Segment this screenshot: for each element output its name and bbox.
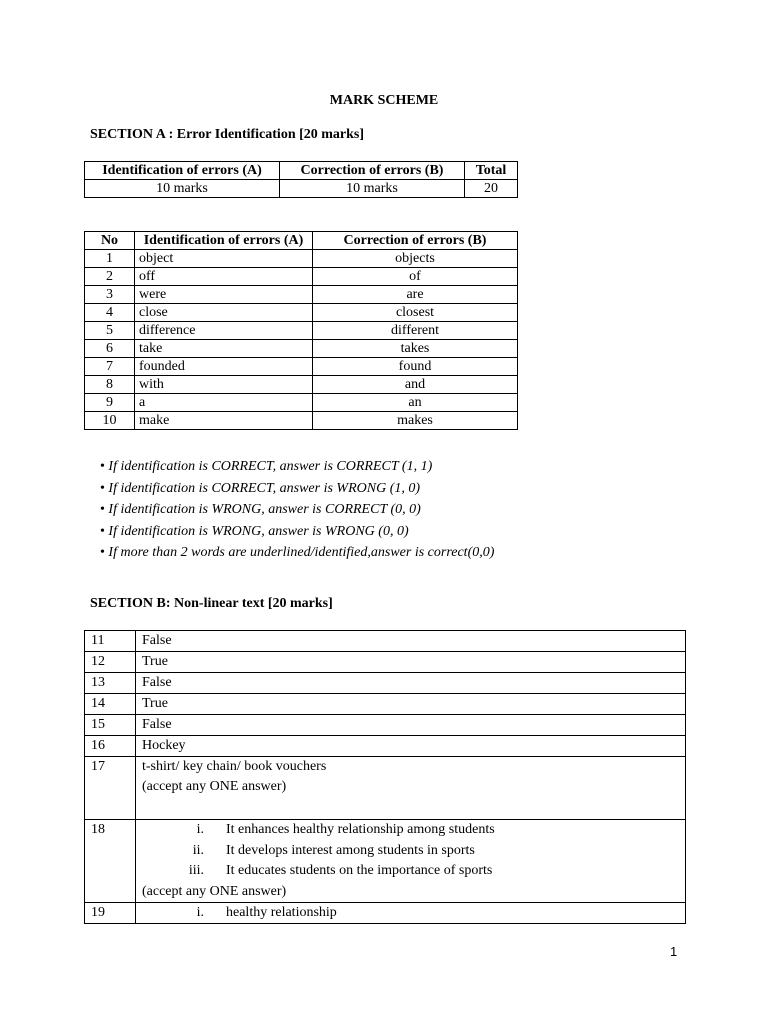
table-row — [85, 715, 686, 736]
rule-item: • If more than 2 words are underlined/identified,answer is correct(0,0) — [100, 545, 495, 560]
correction: objects — [313, 250, 518, 268]
question-number: 4 — [85, 304, 135, 322]
question-number: 10 — [85, 412, 135, 430]
identified-error: difference — [135, 322, 313, 340]
table-row — [85, 694, 686, 715]
answer-cell: True — [136, 652, 686, 673]
question-number: 2 — [85, 268, 135, 286]
rule-item: • If identification is WRONG, answer is WRONG (0, 0) — [100, 523, 409, 539]
question-number: 17 — [85, 757, 136, 820]
question-number: 1 — [85, 250, 135, 268]
correction: different — [313, 322, 518, 340]
answers-header-b: Correction of errors (B) — [313, 232, 518, 250]
answer-cell — [136, 757, 686, 820]
answer-option: i. healthy relationship — [196, 904, 337, 920]
table-row — [85, 820, 686, 903]
correction: takes — [313, 340, 518, 358]
question-number: 7 — [85, 358, 135, 376]
answer-cell: False — [136, 715, 686, 736]
summary-header-total: Total — [465, 162, 518, 180]
answer-text: t-shirt/ key chain/ book vouchers — [142, 759, 327, 774]
table-row — [85, 268, 518, 286]
summary-header-a: Identification of errors (A) — [85, 162, 280, 180]
question-number: 19 — [85, 902, 136, 924]
identified-error: with — [135, 376, 313, 394]
table-row — [85, 394, 518, 412]
table-row — [85, 736, 686, 757]
section-a-summary-table — [84, 161, 518, 198]
identified-error: a — [135, 394, 313, 412]
question-number: 5 — [85, 322, 135, 340]
question-number: 9 — [85, 394, 135, 412]
answer-cell: True — [136, 694, 686, 715]
identified-error: founded — [135, 358, 313, 376]
section-a-answers-table — [84, 231, 518, 430]
correction: closest — [313, 304, 518, 322]
question-number: 14 — [85, 694, 136, 715]
page-number: 1 — [670, 944, 678, 959]
answer-option: ii. It develops interest among students in sports — [192, 842, 475, 858]
rule-item: • If identification is CORRECT, answer is CORRECT (1, 1) — [100, 459, 433, 474]
answer-option: iii. It educates students on the importance of sports — [188, 863, 493, 878]
question-number: 16 — [85, 736, 136, 757]
identified-error: make — [135, 412, 313, 430]
table-row — [85, 358, 518, 376]
identified-error: object — [135, 250, 313, 268]
identified-error: close — [135, 304, 313, 322]
answers-header-a: Identification of errors (A) — [135, 232, 313, 250]
correction: makes — [313, 412, 518, 430]
table-row — [85, 631, 686, 652]
answer-cell: False — [136, 673, 686, 694]
question-number: 11 — [85, 631, 136, 652]
summary-value-a: 10 marks — [85, 180, 280, 198]
answer-note: (accept any ONE answer) — [142, 779, 287, 794]
section-b-table — [84, 630, 686, 924]
section-a-heading: SECTION A : Error Identification [20 marks] — [90, 127, 365, 142]
identified-error: off — [135, 268, 313, 286]
marking-rules — [100, 456, 494, 564]
table-row — [85, 376, 518, 394]
answers-header-no: No — [85, 232, 135, 250]
question-number: 15 — [85, 715, 136, 736]
table-row — [85, 412, 518, 430]
answer-cell — [136, 902, 686, 924]
summary-value-b: 10 marks — [280, 180, 465, 198]
summary-value-total: 20 — [465, 180, 518, 198]
section-b-heading: SECTION B: Non-linear text [20 marks] — [90, 596, 333, 611]
table-row — [85, 652, 686, 673]
table-row — [85, 340, 518, 358]
summary-header-b: Correction of errors (B) — [280, 162, 465, 180]
table-row — [85, 304, 518, 322]
correction: of — [313, 268, 518, 286]
identified-error: were — [135, 286, 313, 304]
rule-item: • If identification is WRONG, answer is CORRECT (0, 0) — [100, 502, 421, 517]
identified-error: take — [135, 340, 313, 358]
answer-note: (accept any ONE answer) — [142, 883, 287, 899]
table-row — [85, 757, 686, 820]
rule-item: • If identification is CORRECT, answer is WRONG (1, 0) — [100, 480, 421, 496]
question-number: 12 — [85, 652, 136, 673]
table-row — [85, 902, 686, 924]
answer-option: i. It enhances healthy relationship among students — [196, 822, 495, 837]
table-row — [85, 250, 518, 268]
question-number: 18 — [85, 820, 136, 903]
answer-cell: Hockey — [136, 736, 686, 757]
table-row — [85, 286, 518, 304]
question-number: 3 — [85, 286, 135, 304]
correction: are — [313, 286, 518, 304]
page-title: MARK SCHEME — [329, 93, 439, 108]
correction: an — [313, 394, 518, 412]
answer-cell — [136, 820, 686, 903]
question-number: 6 — [85, 340, 135, 358]
table-row — [85, 322, 518, 340]
correction: and — [313, 376, 518, 394]
answer-cell: False — [136, 631, 686, 652]
table-row — [85, 673, 686, 694]
question-number: 8 — [85, 376, 135, 394]
correction: found — [313, 358, 518, 376]
question-number: 13 — [85, 673, 136, 694]
